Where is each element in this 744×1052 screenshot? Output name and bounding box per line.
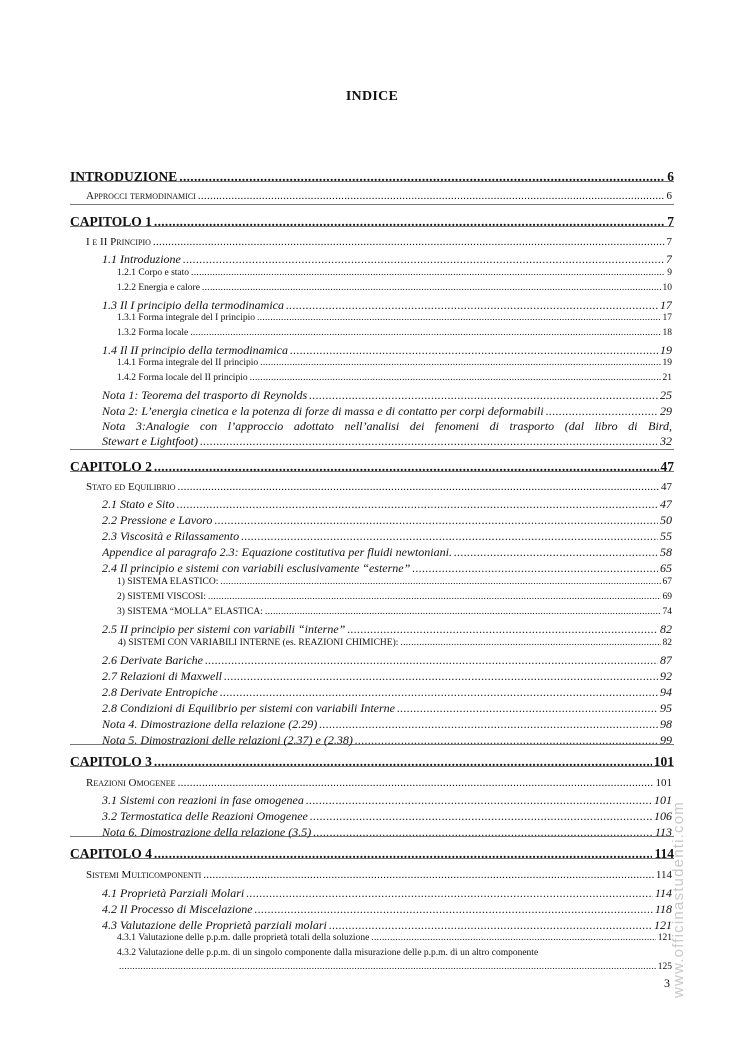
- toc-entry-page: 98: [660, 717, 672, 731]
- leader-dots: [178, 481, 659, 493]
- toc-entry[interactable]: [102, 513, 672, 528]
- toc-entry-page: 7: [667, 214, 674, 229]
- toc-entry-nota-3[interactable]: [102, 434, 672, 449]
- toc-entry[interactable]: [70, 214, 674, 230]
- toc-entry-page: 95: [660, 701, 672, 715]
- toc-entry-label: CAPITOLO 2: [70, 459, 152, 474]
- leader-dots: [224, 669, 658, 684]
- leader-dots: [177, 497, 658, 512]
- toc-entry-page: 82: [660, 622, 672, 636]
- toc-entry-4-3-2-line1[interactable]: 4.3.2 Valutazione delle p.p.m. di un singolo componente dalla misurazione delle p.p.m. di un altro componente: [117, 948, 539, 958]
- toc-entry-label: Appendice al paragrafo 2.3: Equazione costitutiva per fluidi newtoniani.: [102, 545, 452, 559]
- toc-entry-page: 47: [660, 497, 672, 511]
- leader-dots: [306, 793, 652, 808]
- toc-entry-label: 1.2.1 Corpo e stato: [117, 268, 190, 278]
- toc-entry-label: 2.6 Derivate Bariche: [102, 653, 203, 667]
- leader-dots: [347, 622, 658, 637]
- toc-entry-label: Nota 2: L’energia cinetica e la potenza di forze di massa e di contatto per corpi deformabili: [102, 404, 544, 418]
- toc-entry-page: 101: [654, 793, 672, 807]
- leader-dots: [250, 373, 661, 383]
- toc-entry-label: Approcci termodinamici: [86, 190, 196, 202]
- toc-entry[interactable]: [86, 777, 672, 789]
- toc-entry[interactable]: [86, 236, 672, 248]
- toc-entry-page: 10: [662, 283, 672, 293]
- leader-dots: [190, 328, 660, 338]
- leader-dots: [214, 513, 658, 528]
- toc-entry[interactable]: [102, 701, 672, 716]
- toc-entry-label: Sistemi Multicomponenti: [86, 869, 202, 881]
- toc-entry-page: 58: [660, 545, 672, 559]
- toc-entry-page: 17: [660, 298, 672, 312]
- toc-entry[interactable]: [70, 846, 674, 862]
- section-divider: [70, 204, 674, 205]
- section-divider: [70, 449, 674, 450]
- page-number: 3: [664, 976, 670, 990]
- leader-dots: [241, 529, 658, 544]
- toc-entry[interactable]: [117, 328, 672, 338]
- toc-entry[interactable]: [86, 481, 672, 493]
- toc-entry-label: Nota 1: Teorema del trasporto di Reynolds: [102, 388, 308, 402]
- leader-dots: [329, 918, 652, 933]
- toc-entry[interactable]: [102, 252, 672, 267]
- toc-entry[interactable]: [117, 577, 672, 587]
- toc-entry-label: 4.2 Il Processo di Miscelazione: [102, 902, 253, 916]
- leader-dots: [178, 777, 654, 789]
- toc-entry-label: 3.2 Termostatica delle Reazioni Omogenee: [102, 809, 308, 823]
- leader-dots: [319, 717, 658, 732]
- toc-entry[interactable]: [102, 298, 672, 313]
- toc-entry[interactable]: [117, 607, 672, 617]
- toc-entry-label: 1.1 Introduzione: [102, 252, 181, 266]
- toc-entry[interactable]: [86, 190, 672, 202]
- leader-dots: [400, 638, 660, 648]
- leader-dots: [290, 343, 658, 358]
- toc-entry[interactable]: [70, 754, 674, 770]
- toc-entry-page: 9: [667, 268, 672, 278]
- toc-entry[interactable]: [102, 685, 672, 700]
- toc-entry[interactable]: [117, 268, 672, 278]
- leader-dots: [154, 754, 652, 770]
- leader-dots: [255, 902, 653, 917]
- toc-entry-page: 65: [660, 561, 672, 575]
- leader-dots: [154, 846, 653, 862]
- toc-entry-label: Nota 5. Dimostrazioni delle relazioni (2.37) e (2.38): [102, 733, 353, 747]
- toc-entry-page: 6: [667, 169, 674, 184]
- toc-entry-page: 67: [662, 577, 672, 587]
- toc-entry-label: Stato ed Equilibrio: [86, 481, 176, 493]
- toc-entry-label: 1.4.1 Forma integrale del II principio: [117, 358, 259, 368]
- toc-entry-label: 2.4 Il principio e sistemi con variabili esclusivamente “esterne”: [102, 561, 411, 575]
- toc-entry-page: 7: [666, 252, 672, 266]
- toc-entry-page: 125: [657, 962, 672, 972]
- leader-dots: [119, 962, 656, 972]
- leader-dots: [412, 561, 658, 576]
- leader-dots: [546, 404, 658, 419]
- toc-entry[interactable]: [102, 717, 672, 732]
- toc-entry[interactable]: [102, 809, 672, 824]
- leader-dots: [220, 685, 658, 700]
- toc-entry-label: 1.4.2 Forma locale del II principio: [117, 373, 248, 383]
- toc-entry[interactable]: [117, 313, 672, 323]
- leader-dots: [260, 358, 660, 368]
- toc-entry-page: 6: [666, 190, 672, 202]
- toc-entry-label: 2.8 Condizioni di Equilibrio per sistemi con variabili Interne: [102, 701, 395, 715]
- toc-entry-page: 114: [654, 886, 672, 900]
- toc-entry-label: 1.3.2 Forma locale: [117, 328, 189, 338]
- toc-entry-page: 106: [654, 809, 672, 823]
- toc-entry-page: 32: [660, 434, 672, 448]
- toc-entry-page: 92: [660, 669, 672, 683]
- toc-entry[interactable]: [102, 404, 672, 419]
- toc-entry[interactable]: [102, 343, 672, 358]
- leader-dots: [309, 388, 658, 403]
- toc-entry[interactable]: [70, 459, 674, 475]
- toc-entry-label: 4.1 Proprietà Parziali Molari: [102, 886, 245, 900]
- toc-entry-page: 121: [654, 918, 672, 932]
- toc-entry-label: 4) SISTEMI CON VARIABILI INTERNE (es. REAZIONI CHIMICHE):: [118, 638, 399, 648]
- toc-entry-page: 74: [662, 607, 672, 617]
- leader-dots: [153, 236, 665, 248]
- leader-dots: [202, 283, 661, 293]
- toc-entry-page: 118: [654, 902, 672, 916]
- toc-entry-page: 47: [660, 459, 674, 474]
- leader-dots: [246, 886, 653, 901]
- toc-entry-page: 25: [660, 388, 672, 402]
- toc-entry[interactable]: [102, 529, 672, 544]
- toc-entry-label: 2.5 II principio per sistemi con variabili “interne”: [102, 622, 346, 636]
- toc-entry-page: 50: [660, 513, 672, 527]
- leader-dots: [183, 252, 664, 267]
- leader-dots: [265, 607, 661, 617]
- toc-entry-label: Stewart e Lightfoot): [102, 434, 198, 448]
- toc-entry-label: 1.3.1 Forma integrale del I principio: [117, 313, 255, 323]
- leader-dots: [220, 577, 660, 587]
- toc-entry-label: CAPITOLO 3: [70, 754, 152, 769]
- toc-entry-4-3-2[interactable]: [117, 962, 672, 972]
- toc-entry-page: 101: [653, 754, 674, 769]
- toc-entry-label: 1.4 Il II principio della termodinamica: [102, 343, 288, 357]
- toc-entry-label: I e II Principio: [86, 236, 151, 248]
- toc-entry-label: CAPITOLO 1: [70, 214, 152, 229]
- toc-entry-page: 21: [662, 373, 672, 383]
- toc-entry[interactable]: [102, 902, 672, 917]
- toc-entry[interactable]: [117, 358, 672, 368]
- toc-entry-page: 114: [654, 846, 674, 861]
- leader-dots: [179, 169, 665, 185]
- toc-entry[interactable]: [118, 638, 672, 648]
- leader-dots: [286, 298, 658, 313]
- toc-entry-label: INTRODUZIONE: [70, 169, 178, 184]
- toc-entry-label: 1.2.2 Energia e calore: [117, 283, 200, 293]
- toc-entry[interactable]: [117, 373, 672, 383]
- toc-entry-page: 87: [660, 653, 672, 667]
- leader-dots: [198, 190, 665, 202]
- toc-entry[interactable]: [86, 869, 672, 881]
- toc-entry-page: 113: [654, 825, 672, 839]
- toc-entry-page: 55: [660, 529, 672, 543]
- toc-entry-page: 17: [662, 313, 672, 323]
- toc-entry-label: CAPITOLO 4: [70, 846, 152, 861]
- toc-entry-label: 1) SISTEMA ELASTICO:: [117, 577, 219, 587]
- toc-entry-page: 69: [662, 592, 672, 602]
- leader-dots: [200, 434, 658, 449]
- toc-entry-label: 3) SISTEMA “MOLLA” ELASTICA:: [117, 607, 263, 617]
- toc-entry-label: 2.3 Viscosità e Rilassamento: [102, 529, 240, 543]
- toc-entry-label: 4.3 Valutazione delle Proprietà parziali molari: [102, 918, 327, 932]
- page-title: INDICE: [345, 89, 399, 104]
- toc-entry[interactable]: [102, 918, 672, 933]
- leader-dots: [208, 592, 660, 602]
- toc-entry[interactable]: [102, 733, 672, 748]
- toc-entry[interactable]: [102, 653, 672, 668]
- toc-entry-page: 101: [655, 777, 672, 789]
- leader-dots: [313, 825, 653, 840]
- leader-dots: [397, 701, 658, 716]
- toc-entry-label: 2) SISTEMI VISCOSI:: [117, 592, 207, 602]
- toc-entry-page: 82: [662, 638, 672, 648]
- toc-entry[interactable]: [102, 669, 672, 684]
- toc-entry-page: 121: [657, 933, 672, 943]
- leader-dots: [203, 869, 654, 881]
- leader-dots: [257, 313, 661, 323]
- watermark: www.officinastudenti.com: [670, 801, 687, 998]
- toc-entry-nota-3-line1[interactable]: Nota 3:Analogie con l’approccio adottato nell’analisi dei fenomeni di trasporto (dal libro di Bird,: [102, 419, 672, 433]
- toc-entry-label: Nota 4. Dimostrazione della relazione (2.29): [102, 717, 318, 731]
- toc-entry-page: 114: [655, 869, 672, 881]
- leader-dots: [355, 733, 658, 748]
- toc-entry-label: 4.3.1 Valutazione delle p.p.m. dalle proprietà totali della soluzione: [117, 933, 370, 943]
- toc-entry-page: 99: [660, 733, 672, 747]
- leader-dots: [205, 653, 658, 668]
- toc-entry-page: 19: [662, 358, 672, 368]
- toc-entry[interactable]: [102, 886, 672, 901]
- toc-entry-label: Reazioni Omogenee: [86, 777, 176, 789]
- toc-entry-page: 18: [662, 328, 672, 338]
- toc-entry-page: 94: [660, 685, 672, 699]
- leader-dots: [310, 809, 652, 824]
- toc-entry-label: 3.1 Sistemi con reazioni in fase omogenea: [102, 793, 304, 807]
- toc-entry[interactable]: [70, 169, 674, 185]
- toc-entry[interactable]: [102, 388, 672, 403]
- toc-entry[interactable]: [102, 561, 672, 576]
- toc-entry-label: 2.2 Pressione e Lavoro: [102, 513, 213, 527]
- toc-entry[interactable]: [117, 283, 672, 293]
- toc-entry-label: 2.7 Relazioni di Maxwell: [102, 669, 222, 683]
- toc-entry[interactable]: [117, 933, 672, 943]
- toc-entry-label: Nota 6. Dimostrazione della relazione (3.5): [102, 825, 312, 839]
- toc-entry-page: 7: [666, 236, 672, 248]
- toc-entry[interactable]: [102, 825, 672, 840]
- toc-entry-label: 2.1 Stato e Sito: [102, 497, 175, 511]
- toc-entry-page: 47: [661, 481, 672, 493]
- toc-entry[interactable]: [102, 622, 672, 637]
- toc-entry-label: 1.3 Il I principio della termodinamica: [102, 298, 284, 312]
- toc-entry[interactable]: [102, 793, 672, 808]
- toc-entry[interactable]: [117, 592, 672, 602]
- toc-entry-label: 2.8 Derivate Entropiche: [102, 685, 218, 699]
- leader-dots: [191, 268, 665, 278]
- toc-entry[interactable]: [102, 497, 672, 512]
- leader-dots: [154, 459, 659, 475]
- toc-entry-page: 19: [660, 343, 672, 357]
- leader-dots: [154, 214, 665, 230]
- leader-dots: [454, 545, 658, 560]
- toc-entry-page: 29: [660, 404, 672, 418]
- toc-entry[interactable]: [102, 545, 672, 560]
- leader-dots: [371, 933, 655, 943]
